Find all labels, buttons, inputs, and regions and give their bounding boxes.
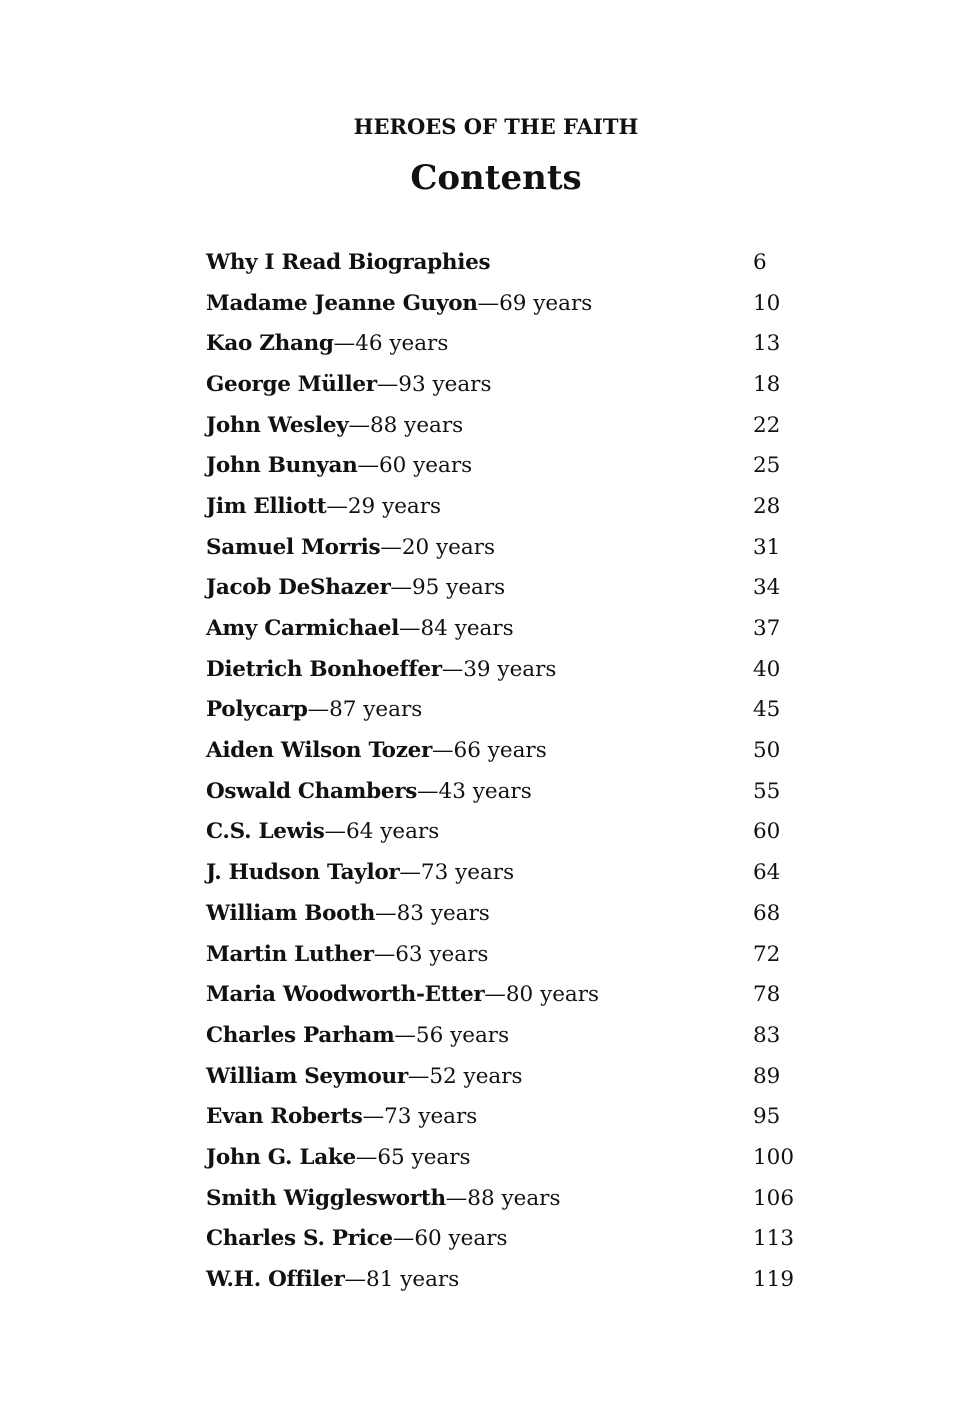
entry-page-number: 100 — [753, 1144, 795, 1170]
toc-entry[interactable] — [206, 1219, 806, 1260]
em-dash: — — [376, 371, 399, 397]
entry-name: Jim Elliott — [206, 493, 327, 519]
em-dash: — — [417, 778, 439, 804]
entry-name: Madame Jeanne Guyon — [206, 290, 478, 316]
entry-years: 88 years — [467, 1185, 561, 1211]
page-title: Contents — [410, 158, 582, 198]
entry-page-number: 64 — [753, 860, 781, 886]
em-dash: — — [348, 412, 370, 438]
entry-years: 43 years — [438, 778, 532, 804]
em-dash: — — [373, 941, 396, 967]
toc-entry[interactable] — [206, 974, 806, 1015]
entry-years: 93 years — [398, 371, 492, 397]
toc-entry[interactable] — [206, 852, 806, 893]
toc-entry[interactable] — [206, 486, 806, 527]
entry-years: 80 years — [505, 982, 600, 1008]
entry-page-number: 10 — [753, 290, 781, 316]
entry-page-number: 72 — [753, 941, 781, 967]
entry-name: George Müller — [206, 371, 377, 397]
entry-name: J. Hudson Taylor — [206, 860, 400, 886]
entry-years: 69 years — [499, 290, 593, 316]
em-dash: — — [362, 1104, 385, 1130]
table-of-contents — [206, 242, 806, 1300]
entry-name: Martin Luther — [206, 941, 374, 967]
entry-name: Why I Read Biographies — [206, 249, 491, 275]
entry-years: 52 years — [429, 1063, 523, 1089]
entry-name: Jacob DeShazer — [206, 575, 391, 601]
toc-entry[interactable] — [206, 1178, 806, 1219]
entry-name: Kao Zhang — [206, 331, 334, 357]
entry-page-number: 25 — [753, 453, 781, 479]
toc-entry[interactable] — [206, 405, 806, 446]
em-dash: — — [484, 982, 506, 1008]
entry-years: 56 years — [415, 1022, 510, 1048]
entry-page-number: 60 — [753, 819, 781, 845]
entry-name: Amy Carmichael — [206, 616, 399, 642]
em-dash: — — [380, 534, 402, 560]
entry-years: 83 years — [396, 900, 490, 926]
toc-entry[interactable] — [206, 893, 806, 934]
entry-page-number: 55 — [753, 778, 781, 804]
em-dash: — — [432, 738, 454, 764]
entry-name: Samuel Morris — [206, 534, 381, 560]
entry-years: 81 years — [366, 1267, 460, 1293]
book-title: HEROES OF THE FAITH — [353, 114, 639, 139]
em-dash: — — [392, 1226, 415, 1252]
entry-page-number: 113 — [753, 1226, 795, 1252]
toc-entry[interactable] — [206, 934, 806, 975]
entry-page-number: 18 — [753, 371, 781, 397]
entry-name: John Bunyan — [206, 453, 358, 479]
entry-page-number: 13 — [753, 331, 781, 357]
entry-name: William Seymour — [206, 1063, 408, 1089]
toc-entry[interactable] — [206, 283, 806, 324]
em-dash: — — [375, 900, 397, 926]
entry-years: 39 years — [463, 656, 557, 682]
entry-page-number: 95 — [753, 1104, 781, 1130]
em-dash: — — [324, 819, 347, 845]
entry-years: 63 years — [395, 941, 489, 967]
entry-name: John G. Lake — [206, 1144, 356, 1170]
em-dash: — — [399, 616, 421, 642]
entry-name: Oswald Chambers — [206, 778, 418, 804]
toc-entry[interactable] — [206, 730, 806, 771]
entry-page-number: 50 — [753, 738, 781, 764]
entry-page-number: 119 — [753, 1267, 795, 1293]
entry-name: Smith Wigglesworth — [206, 1185, 446, 1211]
em-dash: — — [399, 860, 421, 886]
entry-years: 29 years — [347, 493, 442, 519]
entry-years: 64 years — [346, 819, 440, 845]
toc-entry[interactable] — [206, 690, 806, 731]
entry-name: William Booth — [206, 900, 376, 926]
em-dash: — — [407, 1063, 430, 1089]
toc-entry[interactable] — [206, 812, 806, 853]
entry-page-number: 37 — [753, 616, 781, 642]
entry-page-number: 68 — [753, 900, 781, 926]
entry-years: 20 years — [401, 534, 496, 560]
em-dash: — — [333, 331, 356, 357]
em-dash: — — [441, 656, 464, 682]
entry-name: C.S. Lewis — [206, 819, 325, 845]
entry-years: 73 years — [420, 860, 515, 886]
entry-name: Charles Parham — [206, 1022, 395, 1048]
em-dash: — — [357, 453, 379, 479]
entry-name: Dietrich Bonhoeffer — [206, 656, 442, 682]
em-dash: — — [390, 575, 412, 601]
entry-page-number: 89 — [753, 1063, 781, 1089]
entry-page-number: 34 — [753, 575, 781, 601]
entry-years: 46 years — [355, 331, 449, 357]
entry-page-number: 78 — [753, 982, 781, 1008]
entry-years: 95 years — [411, 575, 506, 601]
em-dash: — — [326, 493, 348, 519]
entry-years: 60 years — [414, 1226, 508, 1252]
toc-entry[interactable] — [206, 771, 806, 812]
entry-name: W.H. Offiler — [206, 1267, 345, 1293]
toc-entry[interactable] — [206, 364, 806, 405]
entry-page-number: 28 — [753, 493, 781, 519]
entry-page-number: 106 — [753, 1185, 795, 1211]
entry-years: 88 years — [369, 412, 464, 438]
em-dash: — — [445, 1185, 468, 1211]
em-dash: — — [477, 290, 500, 316]
toc-entry[interactable] — [206, 1096, 806, 1137]
toc-entry[interactable] — [206, 608, 806, 649]
toc-entry[interactable] — [206, 527, 806, 568]
entry-name: John Wesley — [206, 412, 349, 438]
entry-years: 60 years — [378, 453, 473, 479]
toc-entry[interactable] — [206, 649, 806, 690]
entry-page-number: 40 — [753, 656, 781, 682]
entry-years: 66 years — [453, 738, 547, 764]
entry-name: Aiden Wilson Tozer — [206, 738, 433, 764]
toc-entry[interactable] — [206, 568, 806, 609]
em-dash: — — [344, 1267, 367, 1293]
toc-entry[interactable] — [206, 445, 806, 486]
toc-entry[interactable] — [206, 323, 806, 364]
entry-page-number: 45 — [753, 697, 781, 723]
entry-years: 87 years — [329, 697, 423, 723]
entry-years: 73 years — [384, 1104, 478, 1130]
entry-name: Charles S. Price — [206, 1226, 393, 1252]
toc-entry[interactable] — [206, 1015, 806, 1056]
entry-name: Polycarp — [206, 697, 308, 723]
em-dash: — — [307, 697, 330, 723]
em-dash: — — [355, 1144, 378, 1170]
toc-entry[interactable] — [206, 242, 806, 283]
entry-page-number: 22 — [753, 412, 781, 438]
toc-entry[interactable] — [206, 1137, 806, 1178]
entry-page-number: 31 — [753, 534, 781, 560]
entry-name: Maria Woodworth-Etter — [206, 982, 485, 1008]
entry-page-number: 6 — [753, 249, 767, 275]
toc-entry[interactable] — [206, 1259, 806, 1300]
entry-name: Evan Roberts — [206, 1104, 363, 1130]
entry-years: 65 years — [377, 1144, 471, 1170]
entry-years: 84 years — [420, 616, 514, 642]
toc-entry[interactable] — [206, 1056, 806, 1097]
em-dash: — — [394, 1022, 416, 1048]
entry-page-number: 83 — [753, 1022, 781, 1048]
